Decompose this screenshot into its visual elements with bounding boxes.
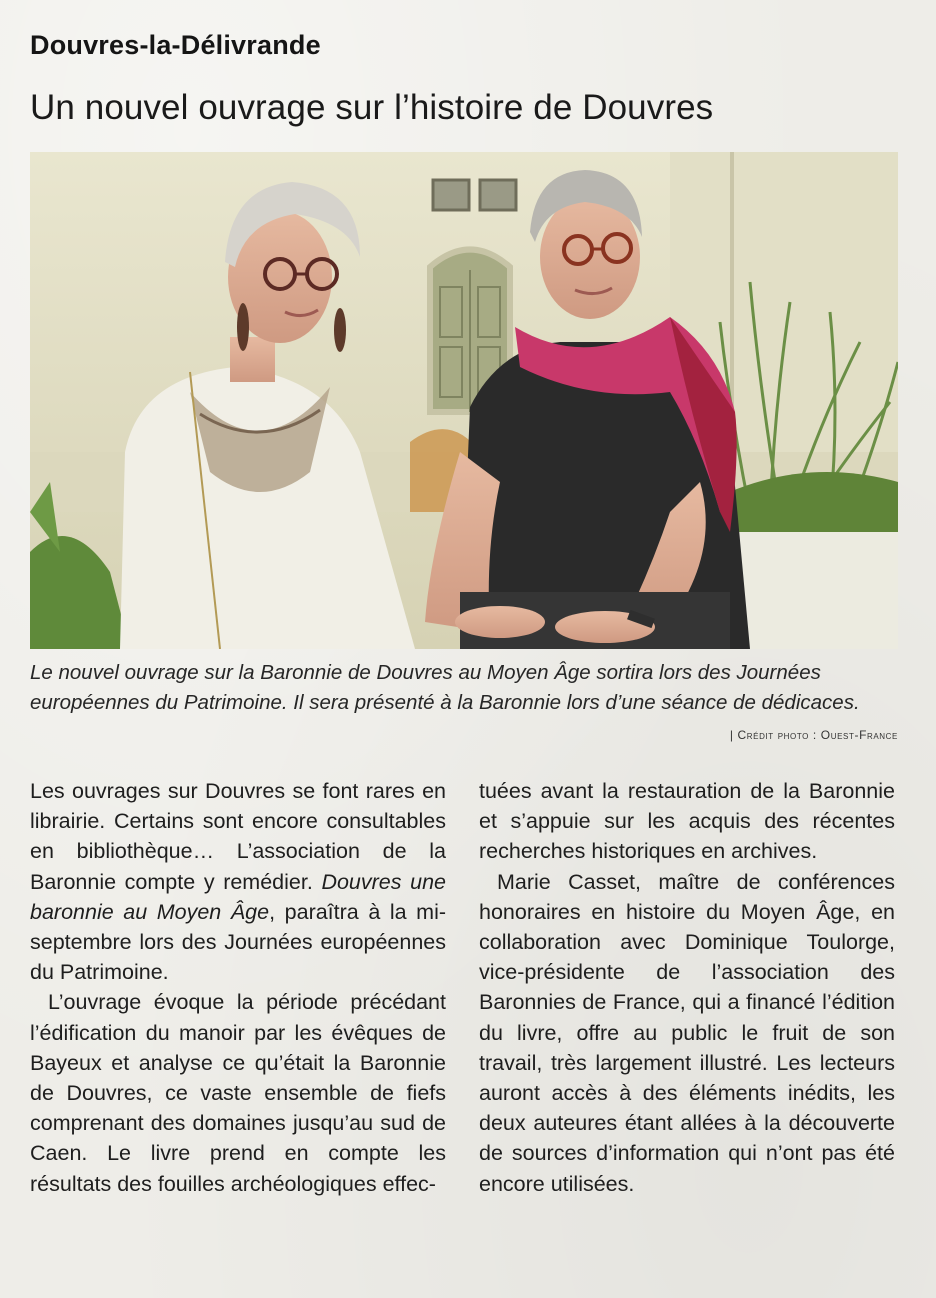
- article-paragraph: Marie Casset, maître de conférences honoraires en histoire du Moyen Âge, en collaboration avec Dominique Toulorge, vice-présidente de l’association des Baronnies de France, qui a financé l’édition du livre, offre au public le fruit de son travail, très largement illustré. Les lecteurs auront accès à des éléments inédits, les deux auteures étant allées à la découverte de sources d’information qui n’ont pas été encore utilisées.: [479, 869, 895, 1196]
- article-headline: Un nouvel ouvrage sur l’histoire de Douvres: [30, 88, 714, 127]
- photo-caption: Le nouvel ouvrage sur la Baronnie de Douvres au Moyen Âge sortira lors des Journées européennes du Patrimoine. Il sera présenté à la Baronnie lors d’une séance de dédicaces.: [30, 661, 860, 714]
- article-column-1: [30, 776, 446, 1199]
- photo-illustration: [30, 152, 898, 649]
- article-paragraph: L’ouvrage évoque la période précédant l’édification du manoir par les évêques de Bayeux et analyse ce qu’était la Baronnie de Douvres, ce vaste ensemble de fiefs comprenant des domaines jusqu’au sud de Caen. Le livre prend en compte les résultats des fouilles archéologiques effec-: [30, 990, 446, 1196]
- article-paragraph: tuées avant la restauration de la Baronnie et s’appuie sur les acquis des récentes recherches historiques en archives.: [479, 779, 895, 864]
- article-column-2: [479, 776, 895, 1199]
- photo-credit: | Crédit photo : Ouest-France: [729, 728, 898, 742]
- paragraph-text: Les ouvrages sur Douvres se font rares en librairie. Certains sont encore consultables en bibliothèque… L’association de la Baronnie compte y remédier.: [30, 779, 446, 894]
- location-kicker: Douvres-la-Délivrande: [30, 30, 321, 60]
- article-paragraph: [30, 776, 446, 987]
- paragraph-text: , paraîtra à la mi-septembre lors des Journées européennes du Patrimoine.: [30, 899, 447, 985]
- book-title: Douvres une baronnie au Moyen Âge: [30, 869, 446, 924]
- article-photo: [30, 152, 898, 649]
